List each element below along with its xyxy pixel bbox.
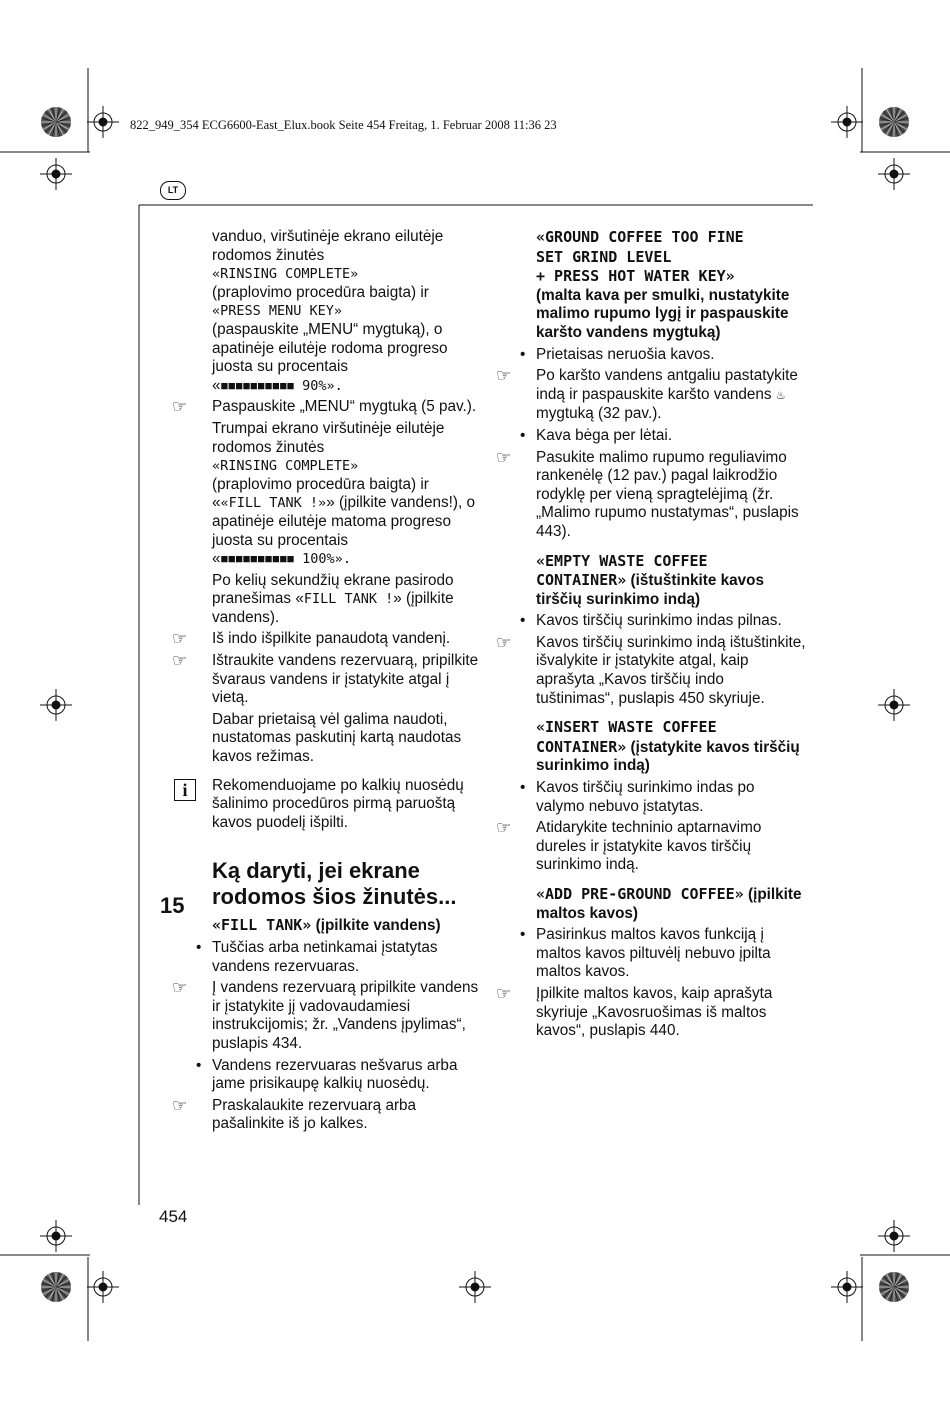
- action-item: ☞ Pasukite malimo rupumo reguliavimo rankenėlę (12 pav.) pagal laikrodžio rodyklę per vieną spragtelėjimą (žr. „Malimo rupumo nustatymas“, puslapis 443).: [496, 447, 799, 540]
- insert-waste-heading: «INSERT WASTE COFFEE CONTAINER» (įstatykite kavos tirščių surinkimo indą): [536, 718, 800, 775]
- bullet-icon: •: [520, 926, 526, 944]
- action-item: ☞ Įpilkite maltos kavos, kaip aprašyta skyriuje „Kavosruošimas iš maltos kavos“, puslapis 440.: [496, 983, 773, 1040]
- crosshair-icon: [40, 1220, 72, 1252]
- cause-item: • Pasirinkus maltos kavos funkciją į maltos kavos piltuvėlį nebuvo įpilta maltos kavos.: [520, 926, 771, 981]
- usage-paragraph: Dabar prietaisą vėl galima naudoti, nustatomas paskutinį kartą naudotas kavos režimas.: [212, 710, 462, 766]
- cause-item: • Kavos tirščių surinkimo indas pilnas.: [520, 612, 782, 630]
- crosshair-icon: [40, 158, 72, 190]
- cause-item: • Prietaisas neruošia kavos.: [520, 345, 715, 363]
- hot-water-icon: ♨: [775, 389, 786, 402]
- cause-item: • Tuščias arba netinkamai įstatytas vandens rezervuaras.: [196, 939, 438, 975]
- action-item: ☞ Ištraukite vandens rezervuarą, pripilkite švaraus vandens ir įstatykite atgal į vietą.: [172, 651, 479, 707]
- print-header: 822_949_354 ECG6600-East_Elux.book Seite 454 Freitag, 1. Februar 2008 11:36 23: [130, 118, 557, 132]
- crosshair-icon: [40, 689, 72, 721]
- pointing-hand-icon: ☞: [172, 651, 188, 671]
- page-number: 454: [159, 1207, 188, 1226]
- action-item: ☞ Paspauskite „MENU“ mygtuką (5 pav.).: [172, 397, 477, 417]
- rinsing-paragraph: vanduo, viršutinėje ekrano eilutėje rodomos žinutės «RINSING COMPLETE» (praplovimo procedūra baigta) ir «PRESS MENU KEY» (paspauskite „MENU“ mygtuką), o apatinėje eilutėje rodoma progreso juosta su procentais «■■■■■■■■■■ 90%».: [212, 228, 448, 394]
- pointing-hand-icon: ☞: [172, 978, 188, 998]
- bullet-icon: •: [520, 779, 526, 797]
- bullet-icon: •: [520, 612, 526, 630]
- sunburst-icon: [879, 107, 909, 137]
- sunburst-icon: [41, 107, 71, 137]
- crosshair-icon: [459, 1271, 491, 1303]
- crosshair-icon: [87, 106, 119, 138]
- crosshair-icon: [878, 1220, 910, 1252]
- crosshair-icon: [831, 1271, 863, 1303]
- pointing-hand-icon: ☞: [496, 632, 512, 652]
- section-title: Ką daryti, jei ekrane rodomos šios žinutės...: [212, 858, 457, 910]
- crosshair-icon: [87, 1271, 119, 1303]
- add-ground-coffee-heading: «ADD PRE-GROUND COFFEE» (įpilkite maltos kavos): [536, 885, 802, 922]
- action-item: ☞ Kavos tirščių surinkimo indą ištuštinkite, išvalykite ir įstatykite atgal, kaip aprašyta „Kavos tirščių indo tuštinimas“, puslapis 450 skyriuje.: [496, 632, 806, 707]
- bullet-icon: •: [196, 939, 202, 956]
- action-item: ☞ Po karšto vandens antgaliu pastatykite indą ir paspauskite karšto vandens ♨ mygtuką (32 pav.).: [496, 366, 798, 423]
- cause-item: • Kavos tirščių surinkimo indas po valymo nebuvo įstatytas.: [520, 779, 755, 815]
- progress-blocks: ■■■■■■■■■■: [220, 551, 295, 567]
- bullet-icon: •: [520, 426, 526, 444]
- empty-waste-heading: «EMPTY WASTE COFFEE CONTAINER» (ištuštinkite kavos tirščių surinkimo indą): [536, 551, 765, 608]
- language-badge: LT: [160, 181, 186, 200]
- pointing-hand-icon: ☞: [172, 1095, 188, 1115]
- progress-blocks: ■■■■■■■■■■: [220, 377, 295, 393]
- action-item: ☞ Į vandens rezervuarą pripilkite vandens ir įstatykite jį vadovaudamiesi instrukcijomis; žr. „Vandens įpylimas“, puslapis 434.: [172, 978, 479, 1052]
- note: i Rekomenduojame po kalkių nuosėdų šalinimo procedūros pirmą paruoštą kavos puodelį išpilti.: [212, 777, 482, 833]
- fill-tank-message: Po kelių sekundžių ekrane pasirodo pranešimas «FILL TANK !» (įpilkite vandens).: [212, 571, 454, 626]
- info-i-icon: i: [174, 779, 196, 801]
- action-item: ☞ Praskalaukite rezervuarą arba pašalinkite iš jo kalkes.: [172, 1095, 417, 1133]
- pointing-hand-icon: ☞: [172, 397, 188, 417]
- pointing-hand-icon: ☞: [496, 983, 512, 1003]
- crosshair-icon: [878, 689, 910, 721]
- pointing-hand-icon: ☞: [172, 629, 188, 649]
- action-item: ☞ Iš indo išpilkite panaudotą vandenį.: [172, 629, 451, 649]
- pointing-hand-icon: ☞: [496, 447, 512, 467]
- cause-item: • Vandens rezervuaras nešvarus arba jame prisikaupę kalkių nuosėdų.: [196, 1056, 458, 1093]
- fill-tank-heading: «FILL TANK» (įpilkite vandens): [212, 916, 441, 935]
- sunburst-icon: [41, 1272, 71, 1302]
- cause-item: • Kava bėga per lėtai.: [520, 426, 673, 444]
- grind-too-fine-heading: «GROUND COFFEE TOO FINE SET GRIND LEVEL + PRESS HOT WATER KEY» (malta kava per smulki, nustatykite malimo rupumo lygį ir paspauskite karšto vandens mygtuką): [536, 228, 790, 341]
- crosshair-icon: [831, 106, 863, 138]
- pointing-hand-icon: ☞: [496, 366, 512, 386]
- pointing-hand-icon: ☞: [496, 818, 512, 838]
- bullet-icon: •: [196, 1056, 202, 1074]
- sunburst-icon: [879, 1272, 909, 1302]
- fill-tank-paragraph: Trumpai ekrano viršutinėje eilutėje rodomos žinutės «RINSING COMPLETE» (praplovimo procedūra baigta) ir ««FILL TANK !»» (įpilkite vandens!), o apatinėje eilutėje matoma progreso juosta su procentais «■■■■■■■■■■ 100%».: [212, 419, 475, 568]
- crosshair-icon: [878, 158, 910, 190]
- right-column: [496, 228, 806, 1044]
- section-number: 15: [160, 893, 185, 918]
- action-item: ☞ Atidarykite techninio aptarnavimo dureles ir įstatykite kavos tirščių surinkimo indą.: [496, 818, 762, 874]
- bullet-icon: •: [520, 345, 526, 363]
